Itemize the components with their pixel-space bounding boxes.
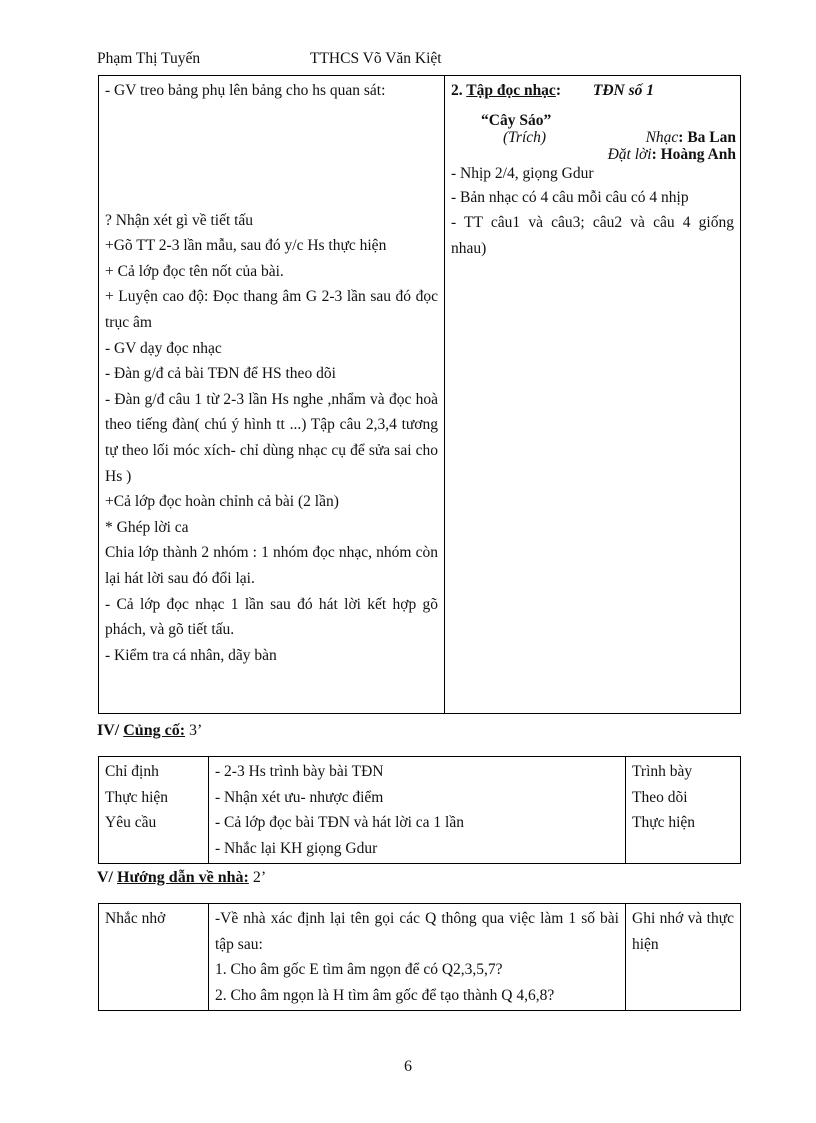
left-line: ? Nhận xét gì về tiết tấu — [105, 211, 254, 229]
left-line: - Đàn g/đ cả bài TĐN để HS theo dõi — [105, 365, 336, 383]
page-number: 6 — [404, 1058, 412, 1075]
t2-col1: Chỉ định Thực hiện Yêu cầu — [99, 757, 209, 864]
t2-col2: - 2-3 Hs trình bày bài TĐN - Nhận xét ưu- nhược điểm - Cả lớp đọc bài TĐN và hát lời ca 1 lần - Nhắc lại KH giọng Gdur — [209, 757, 626, 864]
header-school: TTHCS Võ Văn Kiệt — [310, 50, 442, 67]
left-line: - Kiểm tra cá nhân, dãy bàn — [105, 646, 277, 664]
section-4-heading: IV/ Củng cố: 3’ — [97, 722, 203, 739]
left-line: - GV treo bảng phụ lên bảng cho hs quan sát: — [105, 82, 386, 99]
song-credit-lyrics: Đặt lời: Hoàng Anh — [607, 145, 736, 163]
t3-col3: Ghi nhớ và thực hiện — [626, 904, 741, 1011]
main-table — [98, 75, 741, 714]
main-left-cell — [99, 76, 445, 714]
left-line: Chia lớp thành 2 nhóm : 1 nhóm đọc nhạc, nhóm còn lại hát lời sau đó đổi lại. — [105, 544, 438, 587]
song-title: “Cây Sáo” — [481, 111, 552, 129]
header-author: Phạm Thị Tuyến — [97, 50, 201, 67]
right-line: - Nhịp 2/4, giọng Gdur — [451, 164, 594, 182]
left-line: - Đàn g/đ câu 1 từ 2-3 lần Hs nghe ,nhẩm và đọc hoà theo tiếng đàn( chú ý hình tt ...) Tập câu 2,3,4 tương tự theo lối móc xích- chỉ dùng nhạc cụ để sửa sai cho Hs ) — [105, 390, 438, 485]
consolidation-table — [98, 756, 741, 864]
song-credit-music: (Trích) Nhạc: Ba Lan — [503, 128, 736, 146]
left-line: - GV dạy đọc nhạc — [105, 339, 222, 357]
t3-col1: Nhắc nhở — [99, 904, 209, 1011]
left-line: * Ghép lời ca — [105, 518, 189, 536]
left-line: + Cả lớp đọc tên nốt của bài. — [105, 262, 284, 280]
left-line: +Gõ TT 2-3 lần mẫu, sau đó y/c Hs thực hiện — [105, 237, 387, 255]
homework-table — [98, 903, 741, 1011]
left-line: - Cả lớp đọc nhạc 1 lần sau đó hát lời kết hợp gõ phách, và gõ tiết tấu. — [105, 595, 438, 639]
t3-col2: -Về nhà xác định lại tên gọi các Q thông qua việc làm 1 số bài tập sau: 1. Cho âm gốc E tìm âm ngọn để có Q2,3,5,7? 2. Cho âm ngọn là H tìm âm gốc để tạo thành Q 4,6,8? — [209, 904, 626, 1011]
t2-col3: Trình bày Theo dõi Thực hiện — [626, 757, 741, 864]
tdn-heading: 2. Tập đọc nhạc: TĐN số 1 — [451, 82, 655, 99]
left-line: + Luyện cao độ: Đọc thang âm G 2-3 lần sau đó đọc trục âm — [105, 288, 438, 331]
right-line: - Bản nhạc có 4 câu mỗi câu có 4 nhịp — [451, 188, 689, 206]
left-line: +Cả lớp đọc hoàn chỉnh cả bài (2 lần) — [105, 493, 339, 511]
section-5-heading: V/ Hướng dẫn về nhà: 2’ — [97, 869, 267, 886]
main-right-cell — [445, 76, 741, 714]
right-line: - TT câu1 và câu3; câu2 và câu 4 giống nhau) — [451, 214, 734, 257]
